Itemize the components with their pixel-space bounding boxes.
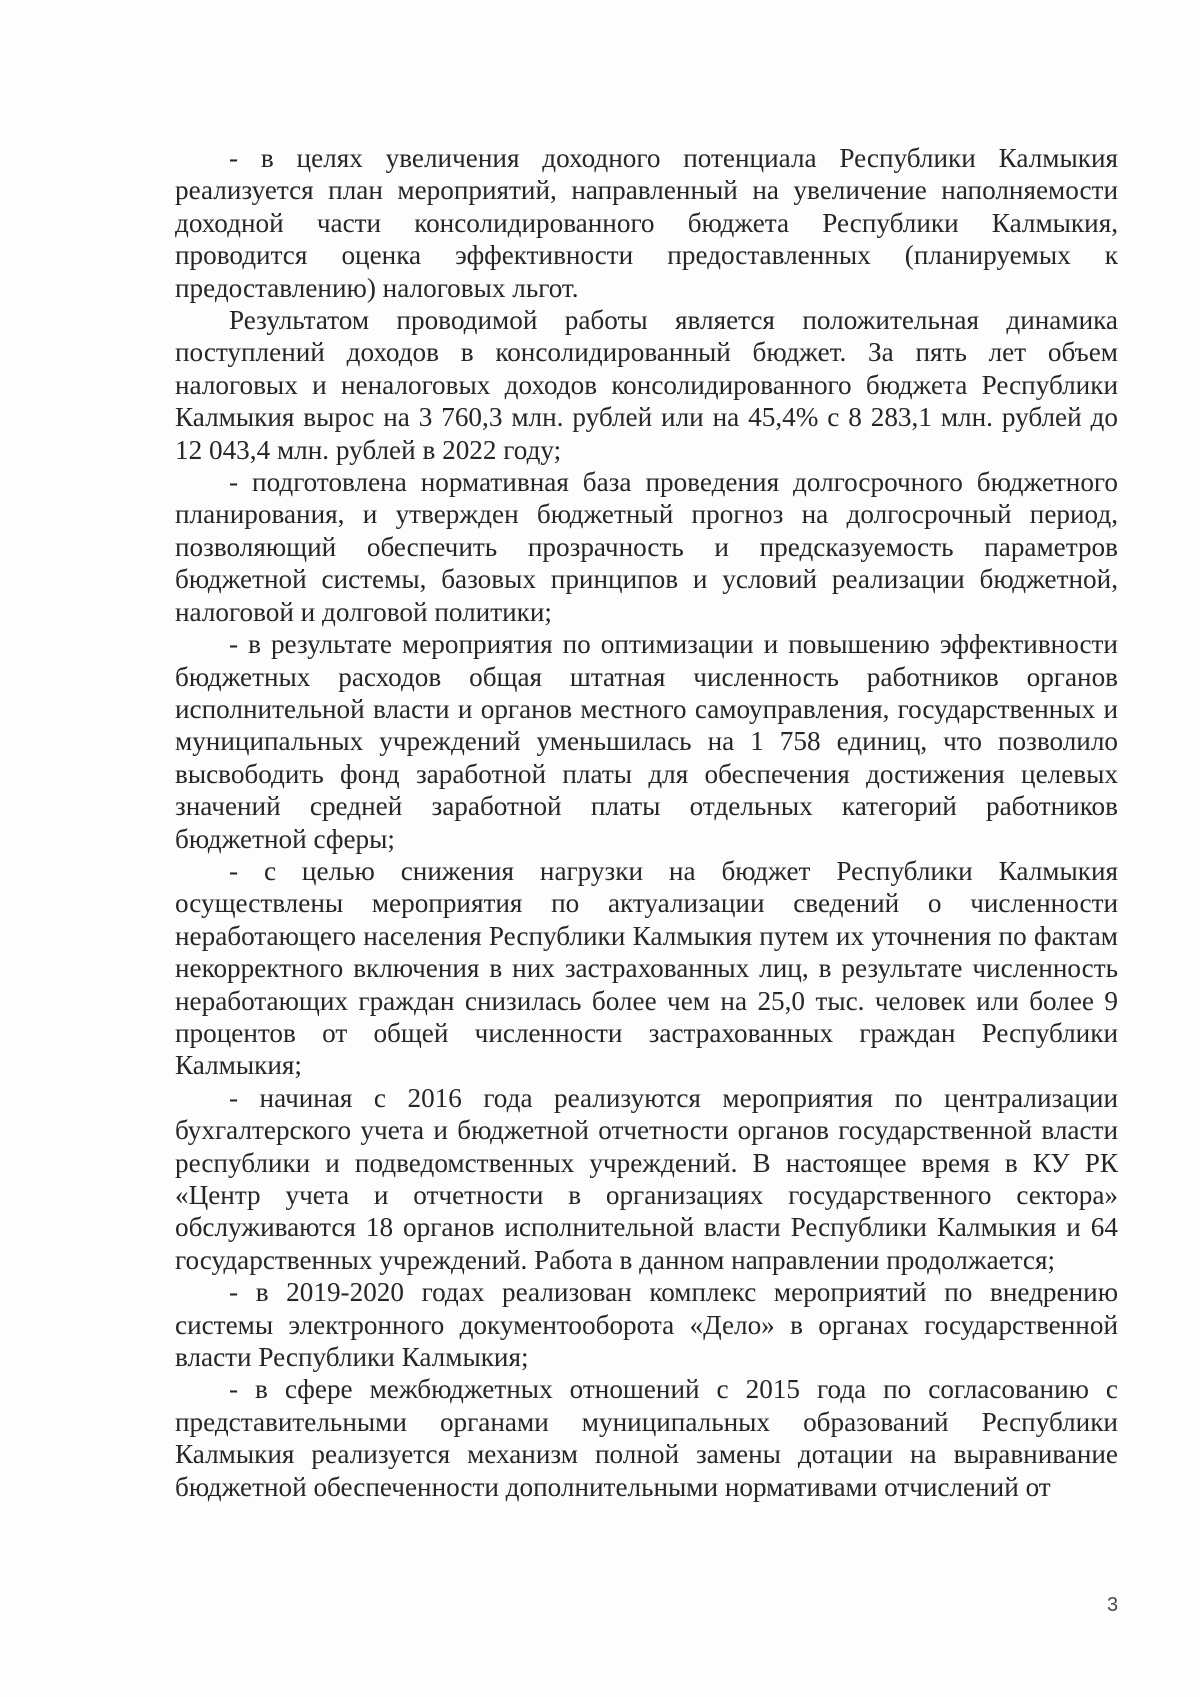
paragraph-document-flow: - в 2019-2020 годах реализован комплекс мероприятий по внедрению системы электронного документооборота «Дело» в органах государственной власти Республики Калмыкия; [175, 1277, 1118, 1373]
paragraph-tax-potential: - в целях увеличения доходного потенциала Республики Калмыкия реализуется план мероприятий, направленный на увеличение наполняемости доходной части консолидированного бюджета Республики Калмыкия, проводится оценка эффективности предоставленных (планируемых к предоставлению) налоговых льгот. [175, 143, 1118, 303]
paragraph-long-term-planning: - подготовлена нормативная база проведения долгосрочного бюджетного планирования, и утвержден бюджетный прогноз на долгосрочный период, позволяющий обеспечить прозрачность и предсказуемость параметров бюджетной системы, базовых принципов и условий реализации бюджетной, налоговой и долговой политики; [175, 467, 1118, 627]
paragraph-unemployed-population: - с целью снижения нагрузки на бюджет Республики Калмыкия осуществлены мероприятия по актуализации сведений о численности неработающего населения Республики Калмыкия путем их уточнения по фактам некорректного включения в них застрахованных лиц, в результате численность неработающих граждан снизилась более чем на 25,0 тыс. человек или более 9 процентов от общей численности застрахованных граждан Республики Калмыкия; [175, 855, 1118, 1081]
page-number: 3 [1107, 1594, 1119, 1616]
document-body [175, 142, 1118, 1503]
paragraph-revenue-result: Результатом проводимой работы является положительная динамика поступлений доходов в консолидированный бюджет. За пять лет объем налоговых и неналоговых доходов консолидированного бюджета Республики Калмыкия вырос на 3 760,3 млн. рублей или на 45,4% с 8 283,1 млн. рублей до 12 043,4 млн. рублей в 2022 году; [175, 305, 1118, 465]
paragraph-interbudget-relations: - в сфере межбюджетных отношений с 2015 года по согласованию с представительными органами муниципальных образований Республики Калмыкия реализуется механизм полной замены дотации на выравнивание бюджетной обеспеченности дополнительными нормативами отчислений от [175, 1374, 1118, 1502]
paragraph-staff-optimization: - в результате мероприятия по оптимизации и повышению эффективности бюджетных расходов общая штатная численность работников органов исполнительной власти и органов местного самоуправления, государственных и муниципальных учреждений уменьшилась на 1 758 единиц, что позволило высвободить фонд заработной платы для обеспечения достижения целевых значений средней заработной платы отдельных категорий работников бюджетной сферы; [175, 629, 1118, 854]
paragraph-accounting-centralization: - начиная с 2016 года реализуются мероприятия по централизации бухгалтерского учета и бюджетной отчетности органов государственной власти республики и подведомственных учреждений. В настоящее время в КУ РК «Центр учета и отчетности в организациях государственного сектора» обслуживаются 18 органов исполнительной власти Республики Калмыкия и 64 государственных учреждений. Работа в данном направлении продолжается; [175, 1082, 1118, 1275]
